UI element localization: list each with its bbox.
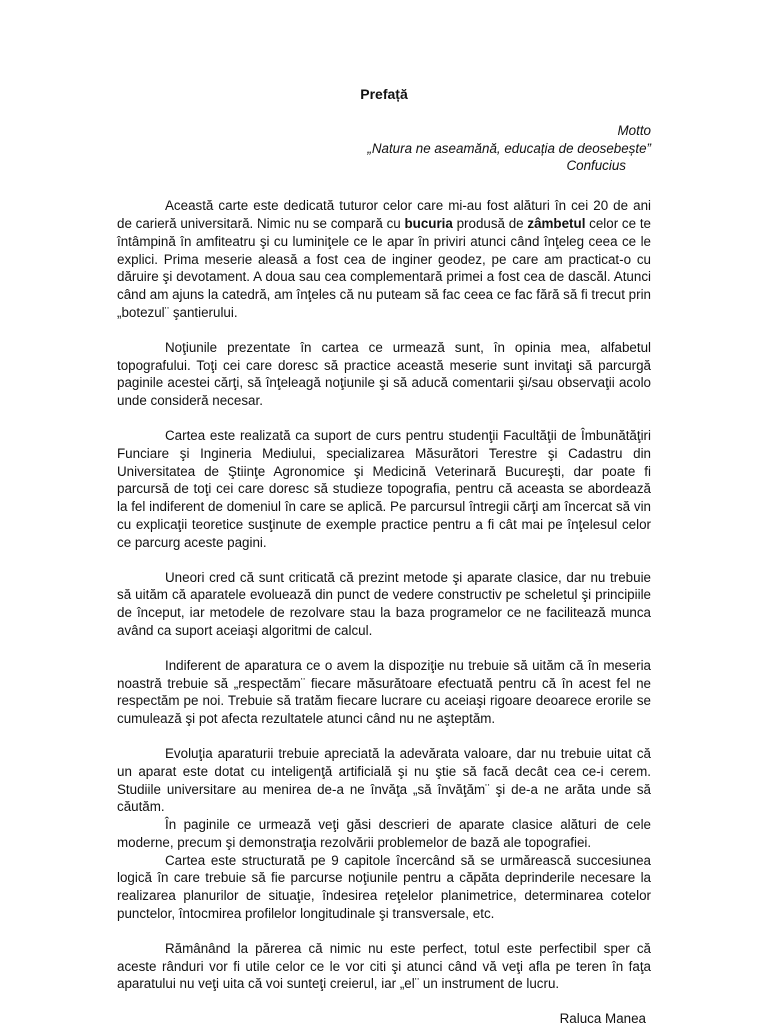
motto-quote: „Natura ne aseamănă, educația de deosebește” [367, 140, 651, 156]
paragraph-9: Rămânând la părerea că nimic nu este perfect, totul este perfectibil sper că aceste rânduri vor fi utile celor ce le vor citi şi atunci când vă veţi afla pe teren în faţa aparatului nu veţi uita că voi sunteţi creierul, iar „el¨ un instrument de lucru. [117, 940, 651, 992]
paragraph-5: Indiferent de aparatura ce o avem la dispoziţie nu trebuie să uităm că în meseria noastră trebuie să „respectăm¨ fiecare măsurătoare efectuată pentru că în acest fel ne respectăm pe noi. Trebuie să tratăm fiecare lucrare cu aceiaşi rigoare deoarece erorile se cumulează şi pot afecta rezultatele atunci când nu ne aşteptăm. [117, 657, 651, 727]
paragraph-2: Noţiunile prezentate în cartea ce urmează sunt, în opinia mea, alfabetul topografului. Toţi cei care doresc să practice această meserie sunt invitaţi să parcurgă paginile acestei cărţi, să înţeleagă noţiunile şi să aducă comentarii şi/sau observaţii acolo unde consideră necesar. [117, 339, 651, 409]
paragraph-1-bold-zambetul: zâmbetul [527, 215, 586, 231]
page-title: Prefață [360, 86, 408, 102]
paragraph-1-text-a: Această carte este dedicată tuturor celor care mi-au fost alături în cei 20 de ani de carieră universitară. Nimic nu se compară cu [117, 198, 651, 231]
paragraph-1-text-d: celor ce te întâmpină în amfiteatru şi cu luminiţele ce le apar în priviri atunci când înţeleg ceea ce le explici. Prima meserie aleasă a fost cea de inginer geodez, pe care am practicat-o cu dăruire şi devotament. A doua sau cea complementară primei a fost cea de dascăl. Atunci când am ajuns la catedră, am înţeles că nu puteam să fac ceea ce fac fără să fi trecut prin „botezul¨ şantierului. [117, 215, 651, 320]
paragraph-1-bold-bucuria: bucuria [404, 215, 453, 231]
motto-author: Confucius [566, 158, 626, 174]
paragraph-6: Evoluţia aparaturii trebuie apreciată la adevărata valoare, dar nu trebuie uitat că un aparat este dotat cu inteligenţă artificială şi nu ştie să facă decât cea ce-i cerem. Studiile universitare au menirea de-a ne învăţa „să învăţăm¨ şi de-a ne arăta unde să căutăm. [117, 745, 651, 815]
paragraph-1 [117, 197, 651, 322]
author-signature: Raluca Manea [559, 1011, 646, 1027]
motto-block [117, 122, 651, 175]
paragraph-7: În paginile ce urmează veţi găsi descrieri de aparate clasice alături de cele moderne, precum şi demonstraţia rezolvării problemelor de bază ale topografiei. [117, 817, 651, 850]
paragraph-8: Cartea este structurată pe 9 capitole încercând să se urmărească succesiunea logică în care trebuie să fie parcurse noţiunile pentru a căpăta deprinderile necesare la realizarea planurilor de situaţie, îndesirea reţelelor planimetrice, determinarea cotelor punctelor, întocmirea profilelor longitudinale şi transversale, etc. [117, 852, 651, 922]
motto-label: Motto [617, 122, 651, 138]
paragraph-1-text-c: produsă de [452, 215, 528, 231]
paragraph-3: Cartea este realizată ca suport de curs pentru studenţii Facultăţii de Îmbunătăţiri Funciare şi Ingineria Mediului, specializarea Măsurători Terestre şi Cadastru din Universitatea de Ştiinţe Agronomice şi Medicină Veterinară Bucureşti, dar poate fi parcursă de toţi cei care doresc să studieze topografia, pentru că aceasta se abordează la fel indiferent de domeniul în care se aplică. Pe parcursul întregii cărţi am încercat să vin cu explicaţii teoretice susţinute de exemple practice pentru a fi cât mai pe înţelesul celor ce parcurg aceste pagini. [117, 427, 651, 550]
paragraph-4: Uneori cred că sunt criticată că prezint metode şi aparate clasice, dar nu trebuie să uităm că aparatele evoluează din punct de vedere constructiv pe scheletul şi principiile de început, iar metodele de rezolvare stau la baza programelor ce ne facilitează munca având ca suport aceiaşi algoritmi de calcul. [117, 569, 651, 638]
